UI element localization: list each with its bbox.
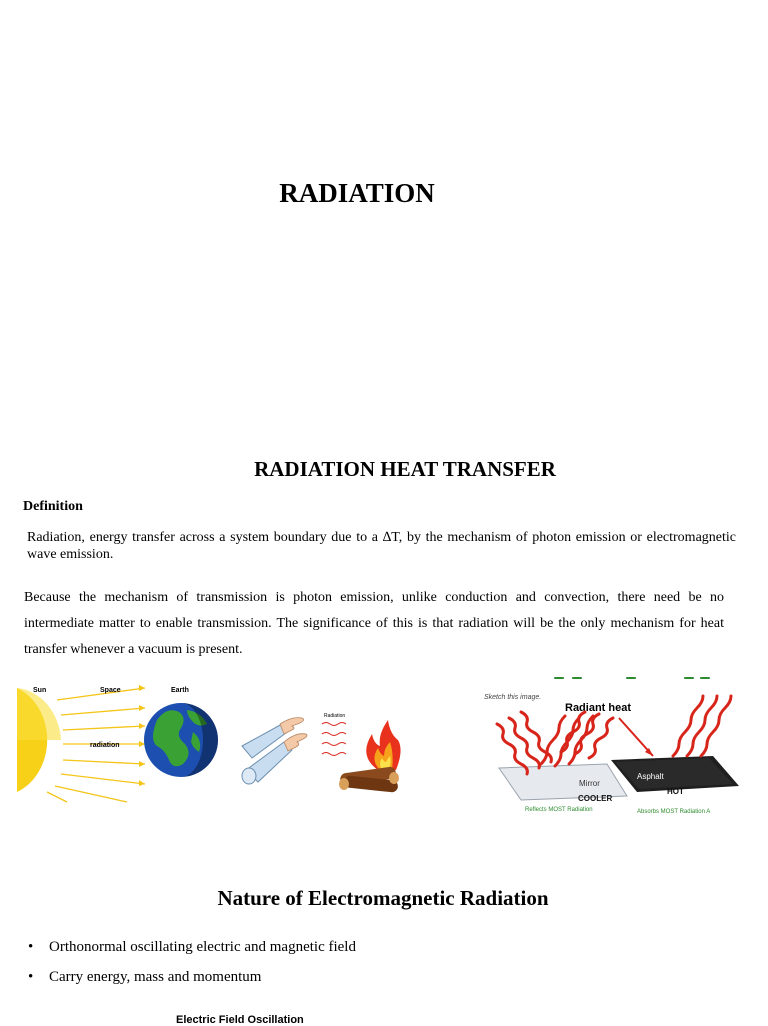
sun-label: Sun <box>33 687 47 694</box>
em-bullet-list <box>28 933 356 993</box>
radiation-label: radiation <box>90 742 120 749</box>
bullet-icon: • <box>28 939 34 955</box>
body-paragraph: Because the mechanism of transmission is photon emission, unlike conduction and convection, there need be no intermediate matter to enable transmission. The significance of this is that radiation will be the only mechanism for heat transfer whenever a vacuum is present. <box>24 590 724 657</box>
sun-earth-figure <box>17 680 222 805</box>
radiant-heat-figure <box>477 672 753 814</box>
radiant-heat-title: Radiant heat <box>565 702 632 714</box>
definition-text: Radiation, energy transfer across a system boundary due to a ∆T, by the mechanism of photon emission or electromagnetic wave emission. <box>27 530 736 562</box>
space-label: Space <box>100 687 121 694</box>
list-item <box>28 933 356 963</box>
cooler-label: COOLER <box>578 794 613 803</box>
hot-label: HOT <box>667 787 684 796</box>
list-item <box>28 963 356 993</box>
definition-label: Definition <box>23 499 83 514</box>
mirror-label: Mirror <box>579 779 600 788</box>
bullet-text: Orthonormal oscillating electric and magnetic field <box>49 939 356 955</box>
reflects-caption: Reflects MOST Radiation <box>525 807 593 813</box>
page-title: RADIATION <box>279 178 435 208</box>
bullet-text: Carry energy, mass and momentum <box>49 969 262 985</box>
earth-globe <box>144 703 218 777</box>
sketch-instruction: Sketch this image. <box>484 694 542 701</box>
bullet-icon: • <box>28 969 34 985</box>
figure-caption-cutoff: Electric Field Oscillation <box>176 1014 304 1026</box>
em-section-heading: Nature of Electromagnetic Radiation <box>217 886 549 910</box>
campfire-figure <box>236 708 404 796</box>
asphalt-label: Asphalt <box>637 772 664 781</box>
radiation-label-small: Radiation <box>324 713 346 719</box>
section-heading: RADIATION HEAT TRANSFER <box>254 457 556 481</box>
earth-label: Earth <box>171 687 189 694</box>
absorbs-caption: Absorbs MOST Radiation A <box>637 809 711 814</box>
